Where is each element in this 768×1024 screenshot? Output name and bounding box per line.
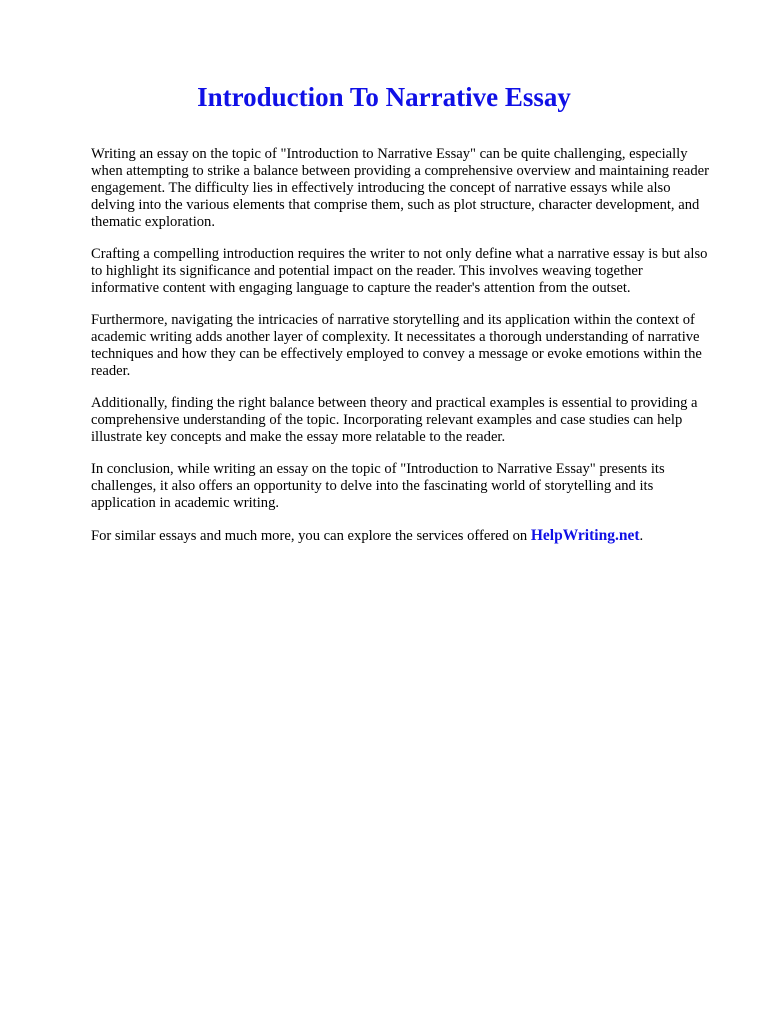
closing-paragraph <box>91 527 711 545</box>
closing-suffix: . <box>639 528 644 544</box>
paragraph-1: Writing an essay on the topic of "Introduction to Narrative Essay" can be quite challenging, especially when attempting to strike a balance between providing a comprehensive overview and maintaining reader engagement. The difficulty lies in effectively introducing the concept of narrative essays while also delving into the various elements that comprise them, such as plot structure, character development, and thematic exploration. <box>91 146 709 230</box>
closing-text: For similar essays and much more, you can explore the services offered on <box>91 528 531 544</box>
helpwriting-link[interactable]: HelpWriting.net <box>530 527 640 544</box>
essay-body <box>91 146 711 560</box>
paragraph-5: In conclusion, while writing an essay on the topic of "Introduction to Narrative Essay" presents its challenges, it also offers an opportunity to delve into the fascinating world of storytelling and its application in academic writing. <box>91 461 665 511</box>
paragraph-4: Additionally, finding the right balance between theory and practical examples is essential to providing a comprehensive understanding of the topic. Incorporating relevant examples and case studies can help illustrate key concepts and make the essay more relatable to the reader. <box>91 395 698 445</box>
paragraph-2: Crafting a compelling introduction requires the writer to not only define what a narrative essay is but also to highlight its significance and potential impact on the reader. This involves weaving together informative content with engaging language to capture the reader's attention from the outset. <box>91 246 708 296</box>
paragraph-3: Furthermore, navigating the intricacies of narrative storytelling and its application within the context of academic writing adds another layer of complexity. It necessitates a thorough understanding of narrative techniques and how they can be effectively employed to convey a message or evoke emotions within the reader. <box>91 312 702 379</box>
page-title: Introduction To Narrative Essay <box>197 82 571 112</box>
